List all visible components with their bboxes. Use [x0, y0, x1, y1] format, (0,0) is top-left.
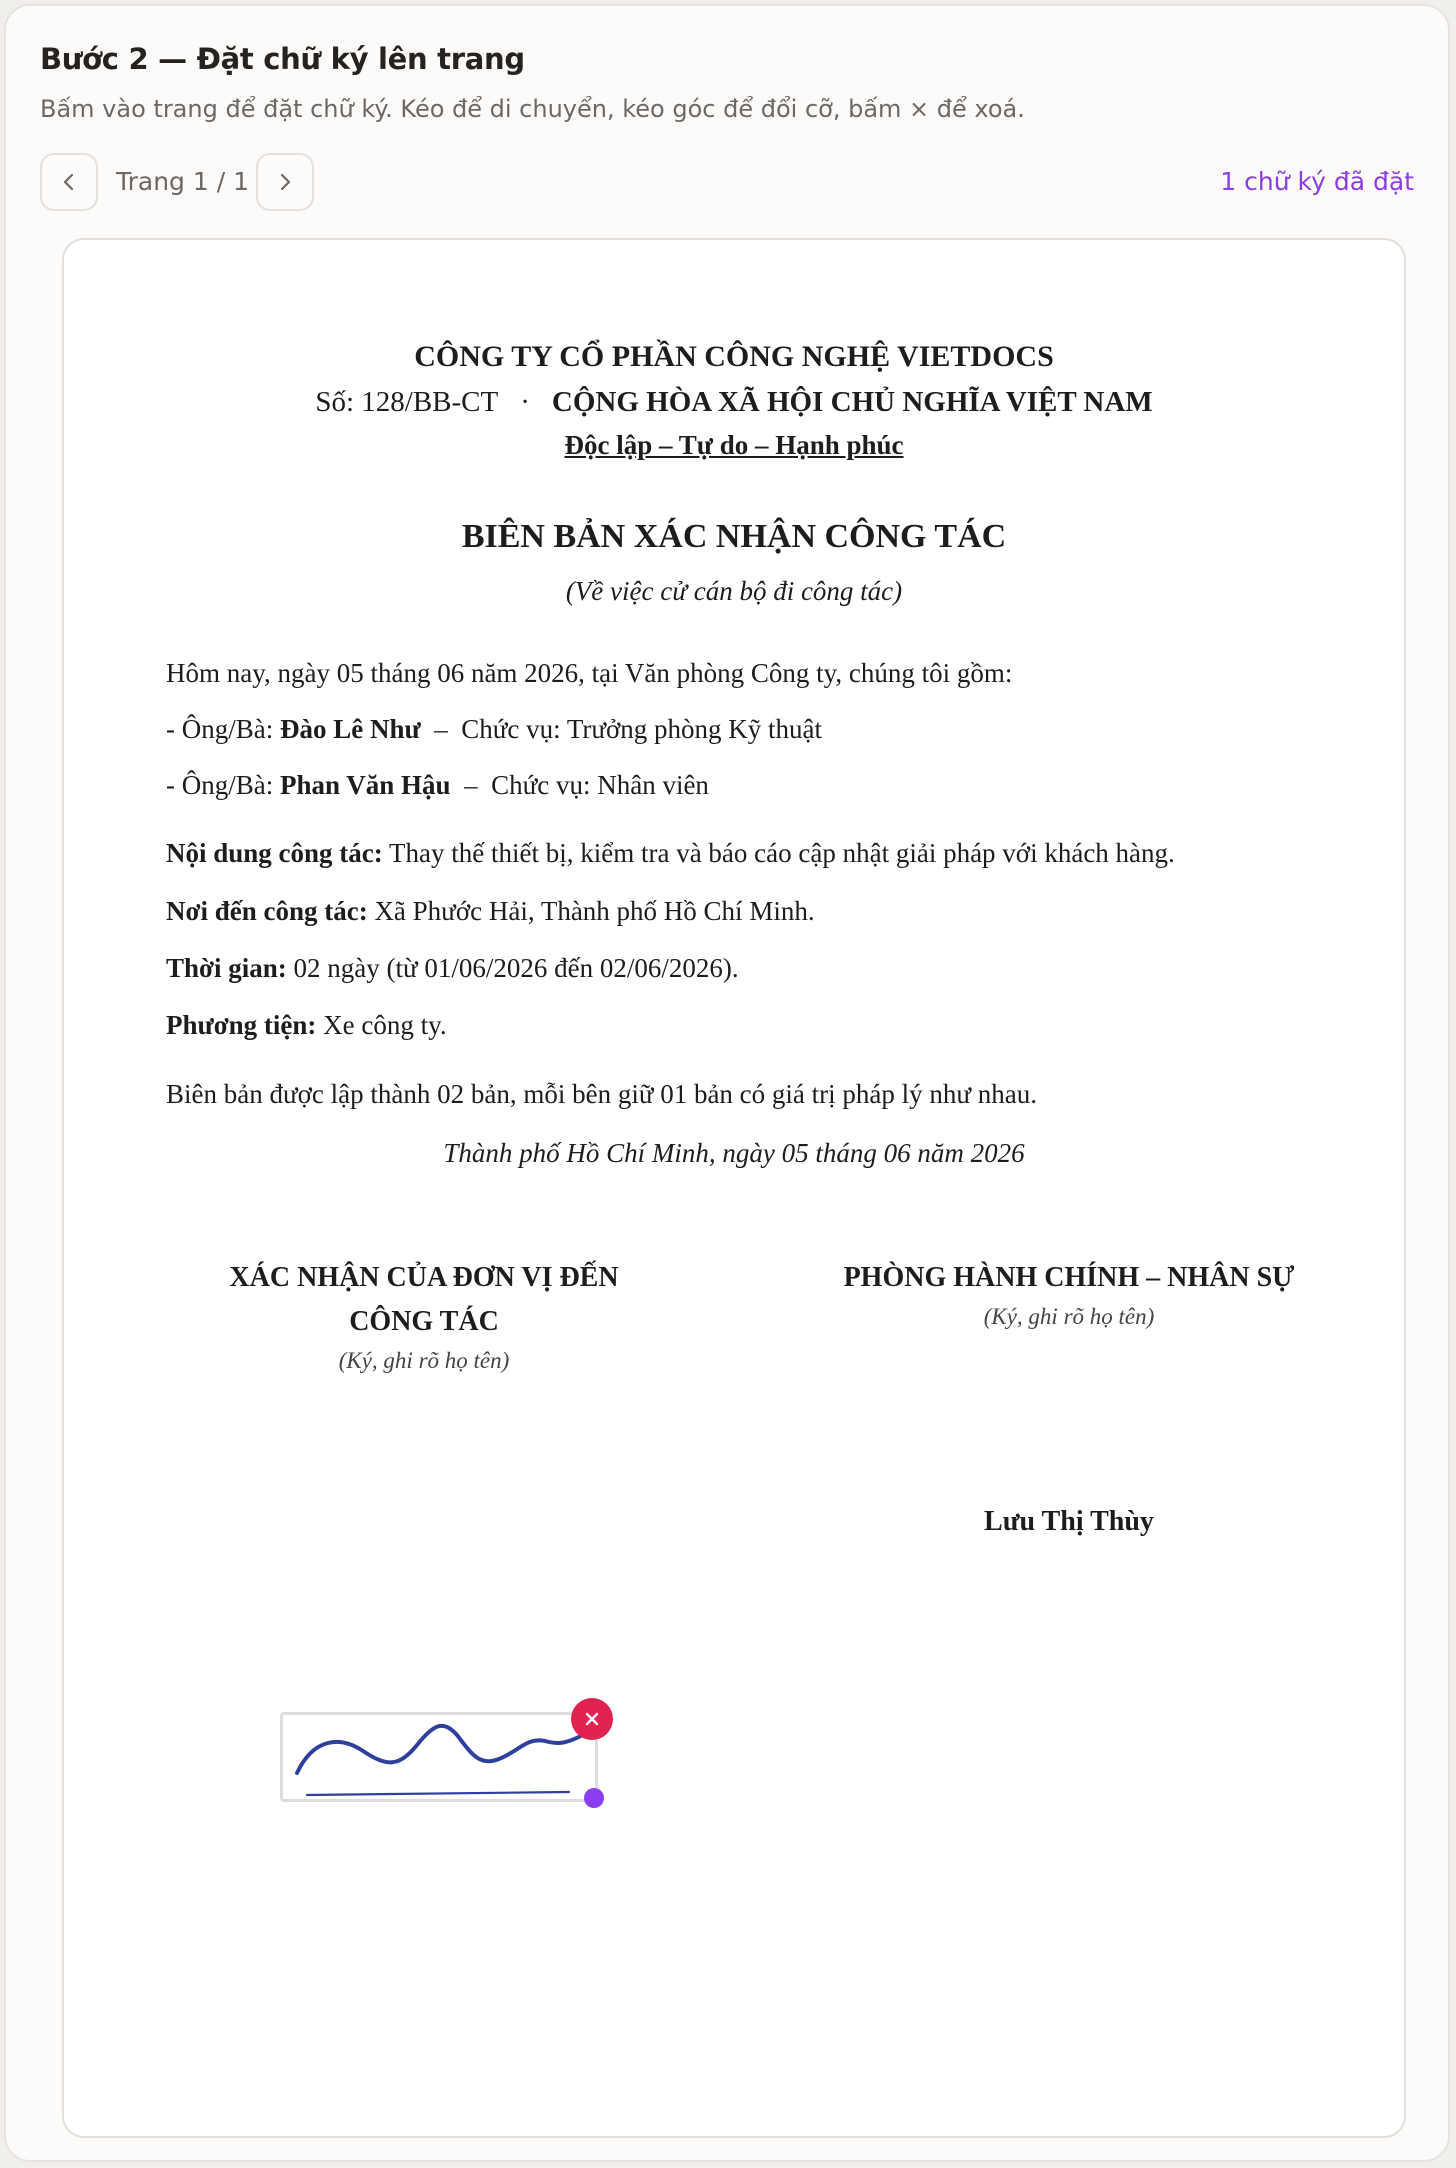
step-title: Bước 2 — Đặt chữ ký lên trang	[40, 42, 525, 76]
field-line	[166, 1010, 447, 1041]
field-label: Nơi đến công tác:	[166, 896, 368, 926]
document-header-line	[64, 386, 1404, 419]
person-prefix: - Ông/Bà:	[166, 714, 280, 744]
field-value: Xe công ty.	[316, 1010, 447, 1040]
field-line	[166, 838, 1175, 869]
document-title: BIÊN BẢN XÁC NHẬN CÔNG TÁC	[461, 518, 1007, 555]
person-name: Đào Lê Như	[280, 714, 421, 744]
signer-name: Lưu Thị Thùy	[984, 1506, 1154, 1537]
field-value: Thay thế thiết bị, kiểm tra và báo cáo cập nhật giải pháp với khách hàng.	[382, 838, 1175, 868]
field-value: 02 ngày (từ 01/06/2026 đến 02/06/2026).	[286, 953, 739, 983]
signature-heading: XÁC NHẬN CỦA ĐƠN VỊ ĐẾN	[229, 1262, 619, 1293]
placed-signature[interactable]	[280, 1712, 598, 1802]
person-role: – Chức vụ: Trưởng phòng Kỹ thuật	[420, 714, 823, 744]
nation-heading: CỘNG HÒA XÃ HỘI CHỦ NGHĨA VIỆT NAM	[551, 386, 1153, 418]
signature-note: (Ký, ghi rõ họ tên)	[338, 1348, 510, 1373]
close-icon	[583, 1710, 601, 1728]
person-line	[166, 714, 822, 745]
page-indicator: Trang 1 / 1	[116, 167, 249, 196]
document-subtitle: (Về việc cử cán bộ đi công tác)	[565, 576, 903, 606]
chevron-right-icon	[273, 170, 297, 194]
next-page-button[interactable]	[256, 153, 314, 211]
person-line	[166, 770, 709, 801]
chevron-left-icon	[57, 170, 81, 194]
signature-heading: CÔNG TÁC	[349, 1306, 499, 1337]
person-name: Phan Văn Hậu	[280, 770, 451, 800]
document-number: Số: 128/BB-CT	[315, 386, 499, 418]
field-label: Thời gian:	[166, 953, 287, 983]
place-and-date: Thành phố Hồ Chí Minh, ngày 05 tháng 06 năm 2026	[443, 1138, 1025, 1168]
field-label: Nội dung công tác:	[166, 838, 383, 868]
intro-paragraph: Hôm nay, ngày 05 tháng 06 năm 2026, tại Văn phòng Công ty, chúng tôi gồm:	[166, 658, 1013, 688]
prev-page-button[interactable]	[40, 153, 98, 211]
step-description: Bấm vào trang để đặt chữ ký. Kéo để di chuyển, kéo góc để đổi cỡ, bấm × để xoá.	[40, 95, 1025, 123]
closing-paragraph: Biên bản được lập thành 02 bản, mỗi bên giữ 01 bản có giá trị pháp lý như nhau.	[166, 1079, 1038, 1109]
signature-ink	[283, 1715, 601, 1805]
separator-dot: ·	[520, 386, 530, 418]
signature-step-card	[4, 4, 1450, 2162]
field-label: Phương tiện:	[166, 1010, 317, 1040]
field-line	[166, 953, 739, 984]
company-name: CÔNG TY CỔ PHẦN CÔNG NGHỆ VIETDOCS	[414, 340, 1054, 373]
motto: Độc lập – Tự do – Hạnh phúc	[564, 430, 904, 460]
signature-count: 1 chữ ký đã đặt	[1220, 167, 1414, 196]
resize-handle-icon[interactable]	[584, 1788, 604, 1808]
remove-signature-button[interactable]	[571, 1698, 613, 1740]
field-value: Xã Phước Hải, Thành phố Hồ Chí Minh.	[367, 896, 815, 926]
signature-block-right	[754, 1256, 1384, 1330]
person-prefix: - Ông/Bà:	[166, 770, 280, 800]
signature-heading: PHÒNG HÀNH CHÍNH – NHÂN SỰ	[843, 1262, 1295, 1293]
signature-note: (Ký, ghi rõ họ tên)	[983, 1304, 1155, 1329]
field-line	[166, 896, 815, 927]
signature-block-left	[214, 1256, 634, 1374]
person-role: – Chức vụ: Nhân viên	[450, 770, 709, 800]
document-page[interactable]	[62, 238, 1406, 2138]
